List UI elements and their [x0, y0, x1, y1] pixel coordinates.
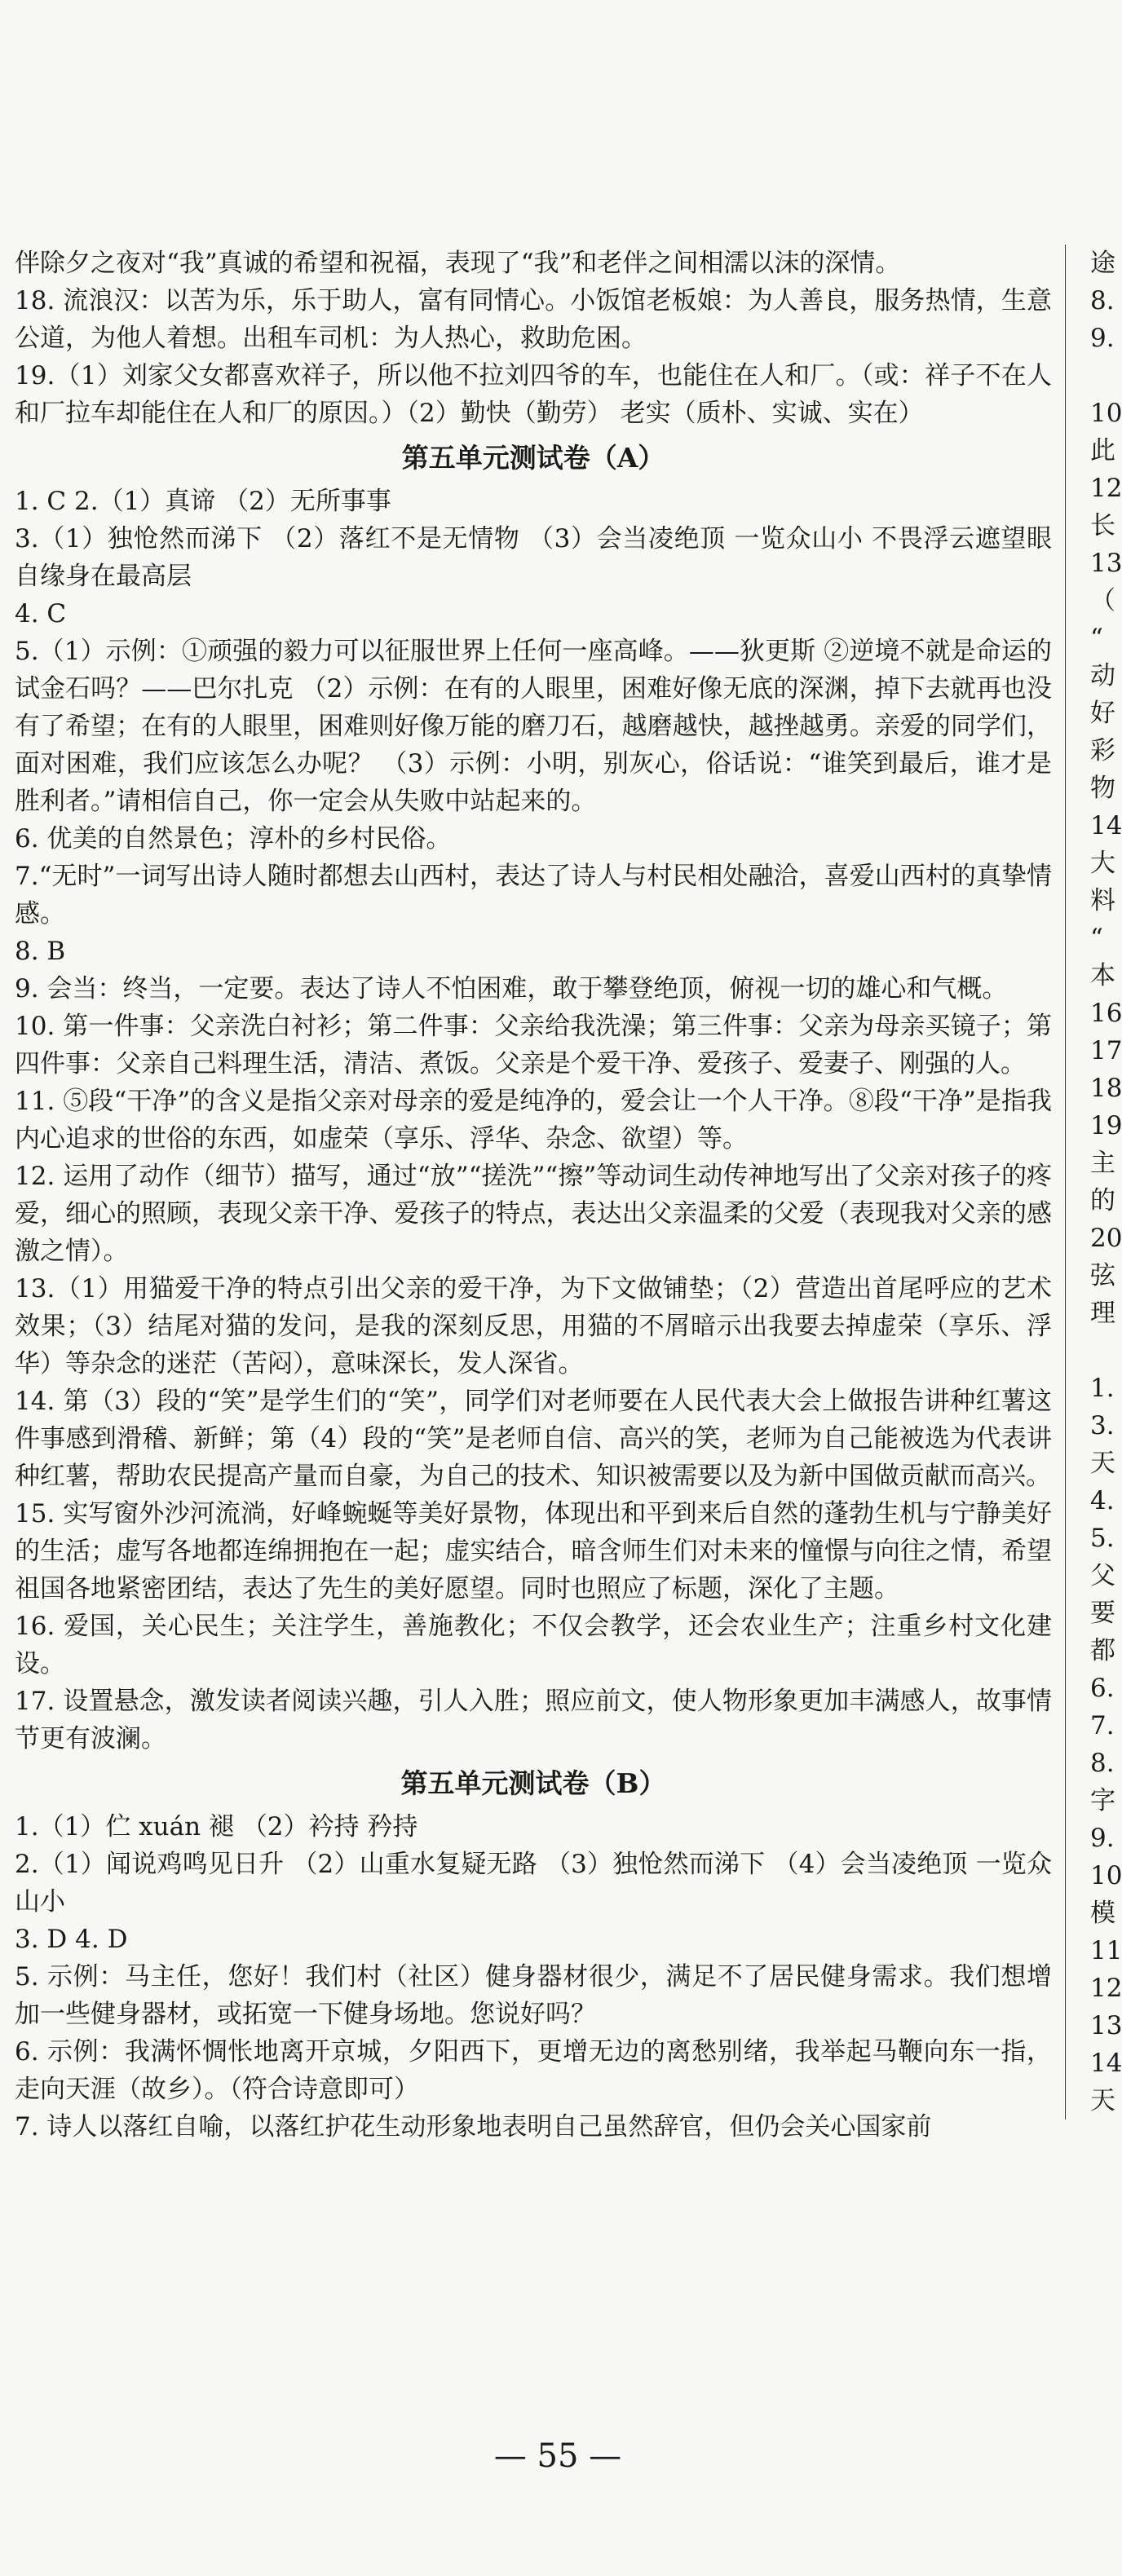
answer-paragraph: 5.（1）示例：①顽强的毅力可以征服世界上任何一座高峰。——狄更斯 ②逆境不就是命运的试金石吗？——巴尔扎克 （2）示例：在有的人眼里，困难好像无底的深渊，掉下去就再也没有了希望；在有的人眼里，困难则好像万能的磨刀石，越磨越快，越挫越勇。亲爱的同学们，面对困难，我们应该怎么办呢？ （3）示例：小明，别灰心，俗话说：“谁笑到最后，谁才是胜利者。”请相信自己，你一定会从失败中站起来的。: [15, 637, 1052, 816]
answer-paragraph: 16. 爱国，关心民生；关注学生，善施教化；不仅会教学，还会农业生产；注重乡村文化建设。: [15, 1612, 1052, 1678]
sidebar-fragment: 19: [1090, 1111, 1122, 1140]
sidebar-fragment: 弦: [1090, 1261, 1115, 1290]
sidebar-fragment: 好: [1090, 699, 1115, 728]
sidebar-fragment: 彩: [1090, 736, 1115, 765]
answer-paragraph: 10. 第一件事：父亲洗白衬衫；第二件事：父亲给我洗澡；第三件事：父亲为母亲买镜子；第四件事：父亲自己料理生活，清洁、煮饭。父亲是个爱干净、爱孩子、爱妻子、刚强的人。: [15, 1012, 1052, 1078]
sidebar-fragment: 大: [1090, 849, 1115, 878]
sidebar-fragment: （: [1090, 586, 1115, 615]
sidebar-fragment: 10: [1090, 1861, 1122, 1890]
sidebar-fragment: [1066, 1332, 1116, 1370]
sidebar-fragment: 的: [1090, 1186, 1115, 1215]
answer-paragraph: 19.（1）刘家父女都喜欢祥子，所以他不拉刘四爷的车，也能住在人和厂。（或：祥子不在人和厂拉车却能住在人和厂的原因。）（2）勤快（勤劳） 老实（质朴、实诚、实在）: [15, 361, 1052, 428]
answer-paragraph: 1.（1）伫 xuán 褪 （2）衿持 矜持: [15, 1812, 418, 1842]
answer-paragraph: 1. C 2.（1）真谛 （2）无所事事: [15, 487, 391, 516]
sidebar-fragment: 1.: [1090, 1374, 1115, 1403]
answer-paragraph: 5. 示例：马主任，您好！我们村（社区）健身器材很少，满足不了居民健身需求。我们想增加一些健身器材，或拓宽一下健身场地。您说好吗？: [15, 1962, 1052, 2029]
sidebar-fragment: 6.: [1090, 1674, 1115, 1703]
sidebar-fragment: 理: [1090, 1299, 1115, 1328]
sidebar-fragment: 此: [1090, 436, 1115, 465]
answer-paragraph: 7.“无时”一词写出诗人随时都想去山西村，表达了诗人与村民相处融洽，喜爱山西村的真挚情感。: [15, 862, 1052, 929]
sidebar-fragment: 天: [1090, 1449, 1115, 1478]
answer-paragraph: 6. 优美的自然景色；淳朴的乡村民俗。: [15, 824, 452, 854]
sidebar-fragment: 16: [1090, 999, 1122, 1028]
sidebar-fragment: 物: [1090, 774, 1115, 803]
answer-paragraph: 3.（1）独怆然而涕下 （2）落红不是无情物 （3）会当凌绝顶 一览众山小 不畏浮云遮望眼 自缘身在最高层: [15, 524, 1052, 591]
answer-paragraph: 3. D 4. D: [15, 1925, 128, 1954]
answer-paragraph: 9. 会当：终当，一定要。表达了诗人不怕困难，敢于攀登绝顶，俯视一切的雄心和气概。: [15, 974, 1008, 1003]
answer-paragraph: 4. C: [15, 599, 67, 629]
answer-paragraph: 12. 运用了动作（细节）描写，通过“放”“搓洗”“擦”等动词生动传神地写出了父亲对孩子的疼爱，细心的照顾，表现父亲干净、爱孩子的特点，表达出父亲温柔的父爱（表现我对父亲的感激之情）。: [15, 1162, 1052, 1266]
sidebar-fragment: 14: [1090, 811, 1122, 840]
sidebar-fragment: 11: [1090, 1936, 1122, 1965]
sidebar-fragment: 10: [1090, 399, 1122, 428]
sidebar-fragment: 17: [1090, 1036, 1122, 1065]
sidebar-fragment: 12: [1090, 1974, 1122, 2003]
sidebar-fragment: 7.: [1090, 1711, 1115, 1740]
sidebar-fragment: 料: [1090, 886, 1115, 915]
answer-paragraph: 6. 示例：我满怀惆怅地离开京城，夕阳西下，更增无边的离愁别绪，我举起马鞭向东一指，走向天涯（故乡）。（符合诗意即可）: [15, 2037, 1052, 2104]
sidebar-fragment: 4.: [1090, 1486, 1115, 1515]
sidebar-fragment: 父: [1090, 1561, 1115, 1590]
sidebar-fragment: 8.: [1090, 286, 1115, 315]
sidebar-fragment: 9.: [1090, 324, 1115, 353]
sidebar-fragment: 途: [1090, 249, 1115, 278]
answer-paragraph: 18. 流浪汉：以苦为乐，乐于助人，富有同情心。小饭馆老板娘：为人善良，服务热情，生意公道，为他人着想。出租车司机：为人热心，救助危困。: [15, 286, 1052, 353]
answer-paragraph: 15. 实写窗外沙河流淌，好峰蜿蜒等美好景物，体现出和平到来后自然的蓬勃生机与宁静美好的生活；虚写各地都连绵拥抱在一起；虚实结合，暗含师生们对未来的憧憬与向往之情，希望祖国各地紧密团结，表达了先生的美好愿望。同时也照应了标题，深化了主题。: [15, 1499, 1052, 1603]
sidebar-fragment: 9.: [1090, 1824, 1115, 1853]
sidebar-fragment: 20: [1090, 1224, 1122, 1253]
answer-paragraph: 7. 诗人以落红自喻，以落红护花生动形象地表明自己虽然辞官，但仍会关心国家前: [15, 2112, 932, 2142]
answer-paragraph: 伴除夕之夜对“我”真诚的希望和祝福，表现了“我”和老伴之间相濡以沫的深情。: [15, 249, 901, 278]
section-heading-a: 第五单元测试卷（A）: [401, 442, 665, 474]
answer-paragraph: 2.（1）闻说鸡鸣见日升 （2）山重水复疑无路 （3）独怆然而涕下 （4）会当凌绝顶 一览众山小: [15, 1850, 1052, 1917]
sidebar-fragment: 都: [1090, 1636, 1115, 1665]
sidebar-fragment: 5.: [1090, 1524, 1115, 1553]
sidebar-fragment: “: [1090, 624, 1103, 653]
page-number: — 55 —: [493, 2437, 622, 2475]
sidebar-fragment: 3.: [1090, 1411, 1115, 1440]
sidebar-fragment: “: [1090, 924, 1103, 953]
sidebar-fragment: 天: [1090, 2086, 1115, 2115]
answer-paragraph: 17. 设置悬念，激发读者阅读兴趣，引人入胜；照应前文，使人物形象更加丰满感人，故事情节更有波澜。: [15, 1687, 1052, 1753]
sidebar-fragment: 8.: [1090, 1749, 1115, 1778]
answer-text-column: [15, 245, 1052, 2146]
sidebar-fragment: 字: [1090, 1786, 1115, 1815]
section-heading-b: 第五单元测试卷（B）: [400, 1767, 666, 1799]
sidebar-fragment: 12: [1090, 474, 1122, 503]
answer-paragraph: 13.（1）用猫爱干净的特点引出父亲的爱干净，为下文做铺垫；（2）营造出首尾呼应的艺术效果；（3）结尾对猫的发问，是我的深刻反思，用猫的不屑暗示出我要去掉虚荣（享乐、浮华）等杂念的迷茫（苦闷），意味深长，发人深省。: [15, 1274, 1052, 1378]
sidebar-fragment: 模: [1090, 1899, 1115, 1928]
sidebar-fragment: 长: [1090, 511, 1115, 540]
sidebar-fragment: 13: [1090, 549, 1122, 578]
answer-paragraph: 11. ⑤段“干净”的含义是指父亲对母亲的爱是纯净的，爱会让一个人干净。⑧段“干净”是指我内心追求的世俗的东西，如虚荣（享乐、浮华、杂念、欲望）等。: [15, 1087, 1052, 1153]
sidebar-fragment: [1066, 357, 1116, 395]
answer-paragraph: 14. 第（3）段的“笑”是学生们的“笑”，同学们对老师要在人民代表大会上做报告讲种红薯这件事感到滑稽、新鲜；第（4）段的“笑”是老师自信、高兴的笑，老师为自己能被选为代表讲种红薯，帮助农民提高产量而自豪，为自己的技术、知识被需要以及为新中国做贡献而高兴。: [15, 1387, 1052, 1491]
sidebar-fragment: 要: [1090, 1599, 1115, 1628]
sidebar-fragment: 主: [1090, 1149, 1115, 1178]
sidebar-fragment: 18: [1090, 1074, 1122, 1103]
answer-paragraph: 8. B: [15, 937, 66, 966]
sidebar-fragment: 13: [1090, 2011, 1122, 2040]
adjacent-page-column-fragment: [1065, 245, 1122, 2119]
sidebar-fragment: 动: [1090, 661, 1115, 690]
sidebar-fragment: 本: [1090, 961, 1115, 990]
sidebar-fragment: 14: [1090, 2049, 1122, 2078]
